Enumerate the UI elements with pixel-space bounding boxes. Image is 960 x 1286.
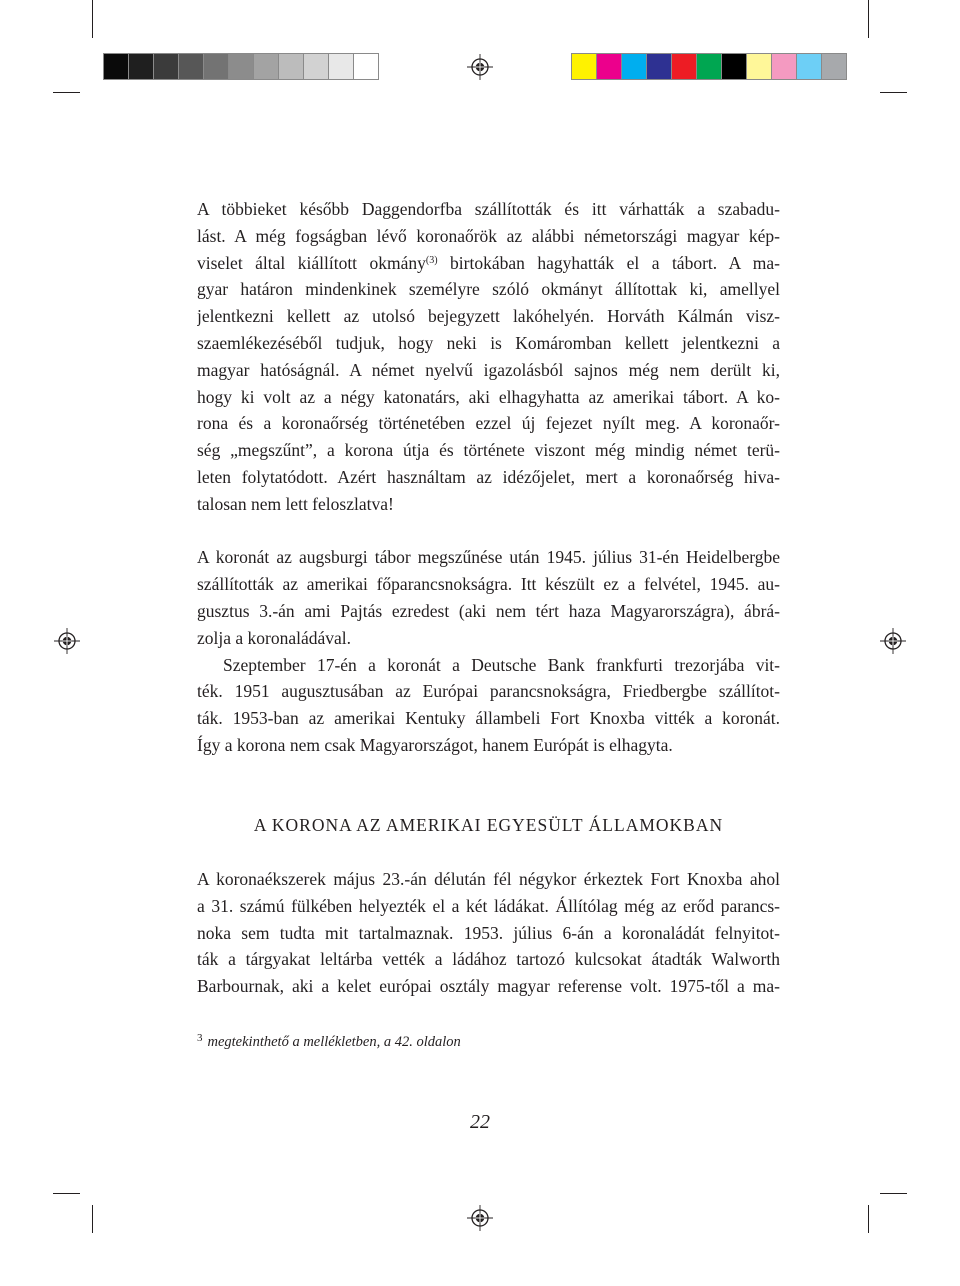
gray-swatch [228,53,254,80]
registration-mark-icon [54,628,80,654]
color-swatch [596,53,622,80]
color-bar [571,53,847,80]
text-line: noka sem tudta mit tartalmaznak. 1953. július 6-án a koronaládát felnyitot- [197,922,780,943]
text-line: A koronaékszerek május 23.-án délután fél négykor érkeztek Fort Knoxba ahol [197,868,780,889]
gray-swatch [278,53,304,80]
paragraph-1 [197,196,780,518]
color-swatch [671,53,697,80]
gray-swatch [253,53,279,80]
registration-mark-icon [467,54,493,80]
text-line: A többieket később Daggendorfba szállították és itt várhatták a szabadu- [197,199,780,219]
page-number: 22 [470,1111,490,1133]
text-run: viselet által kiállított okmány [197,252,426,273]
gray-swatch [328,53,354,80]
color-swatch [821,53,847,80]
footnote-text: megtekinthető a mellékletben, a 42. oldalon [207,1034,461,1050]
text-line: zolja a koronaládával. [197,627,352,648]
text-line [197,250,780,277]
footnote-reference: (3) [425,254,438,266]
paragraph-3 [197,652,780,759]
text-line: rona és a koronaőrség történetében ezzel új fejezet nyílt meg. A koronaőr- [197,413,780,434]
crop-mark-top-right-vertical [868,0,869,38]
gray-swatch [303,53,329,80]
text-line: ség „megszűnt”, a korona útja és története viszont még mindig német terü- [197,440,780,461]
text-line: szaemlékezéséből tudjuk, hogy neki is Komáromban kellett jelentkezni a [197,332,780,353]
color-swatch [746,53,772,80]
paragraph-2 [197,544,780,651]
color-swatch [646,53,672,80]
crop-mark-bottom-right-horizontal [880,1193,907,1194]
text-line: ták a tárgyakat leltárba vették a ládához tartozó kulcsokat átadták Walworth [197,949,780,970]
text-line: Barbournak, aki a kelet európai osztály magyar referense volt. 1975-től a ma- [197,976,780,997]
text-line: A koronát az augsburgi tábor megszűnése után 1945. július 31-én Heidelbergbe [197,547,780,568]
grayscale-bar [103,53,379,80]
registration-mark-icon [880,628,906,654]
color-swatch [696,53,722,80]
crop-mark-top-left-horizontal [53,92,80,93]
text-line: gusztus 3.-án ami Pajtás ezredest (aki nem tért haza Magyarországra), ábrá- [197,600,780,621]
gray-swatch [178,53,204,80]
crop-mark-bottom-left-vertical [92,1205,93,1233]
text-line: hogy ki volt az a négy katonatárs, aki elhagyhatta az amerikai tábort. A ko- [197,386,780,407]
text-line: lást. A még fogságban lévő koronaőrök az alábbi németországi magyar kép- [197,225,780,246]
section-heading: A KORONA AZ AMERIKAI EGYESÜLT ÁLLAMOKBAN [253,815,724,836]
paragraph-4 [197,866,780,1000]
text-line: a 31. számú fülkében helyezték el a két ládákat. Állítólag még az erőd parancs- [197,895,780,916]
gray-swatch [353,53,379,80]
text-line: gyar határon mindenkinek személyre szóló okmányt állítottak ki, amellyel [197,279,780,300]
color-swatch [621,53,647,80]
crop-mark-bottom-right-vertical [868,1205,869,1233]
text-line: jelentkezni kellett az utolsó bejegyzett lakóhelyén. Horváth Kálmán visz- [197,306,780,327]
text-line: ték. 1951 augusztusában az Európai parancsnokságra, Friedbergbe szállítot- [197,681,780,702]
color-swatch [771,53,797,80]
text-line: magyar hatóságnál. A német nyelvű igazolásból sajnos még nem derült ki, [197,359,780,380]
color-swatch [571,53,597,80]
color-swatch [721,53,747,80]
text-line: talosan nem lett feloszlatva! [197,493,394,514]
text-line: leten folytatódott. Azért használtam az idézőjelet, mert a koronaőrség hiva- [197,466,780,487]
text-line: Szeptember 17-én a koronát a Deutsche Bank frankfurti trezorjába vit- [223,654,780,675]
color-swatch [796,53,822,80]
text-line: Így a korona nem csak Magyarországot, hanem Európát is elhagyta. [197,734,673,755]
footnote-marker: 3 [197,1032,203,1044]
text-run: birtokában hagyhatták el a tábort. A ma- [437,252,780,273]
crop-mark-bottom-left-horizontal [53,1193,80,1194]
text-line: ták. 1953-ban az amerikai Kentuky állambeli Fort Knoxba vitték a koronát. [197,708,780,729]
crop-mark-top-right-horizontal [880,92,907,93]
gray-swatch [128,53,154,80]
gray-swatch [153,53,179,80]
gray-swatch [103,53,129,80]
crop-mark-top-left-vertical [92,0,93,38]
gray-swatch [203,53,229,80]
body-text [197,196,780,1000]
text-line: szállították az amerikai főparancsnokságra. Itt készült ez a felvétel, 1945. au- [197,574,780,595]
footnote [197,1032,780,1052]
registration-mark-icon [467,1205,493,1231]
